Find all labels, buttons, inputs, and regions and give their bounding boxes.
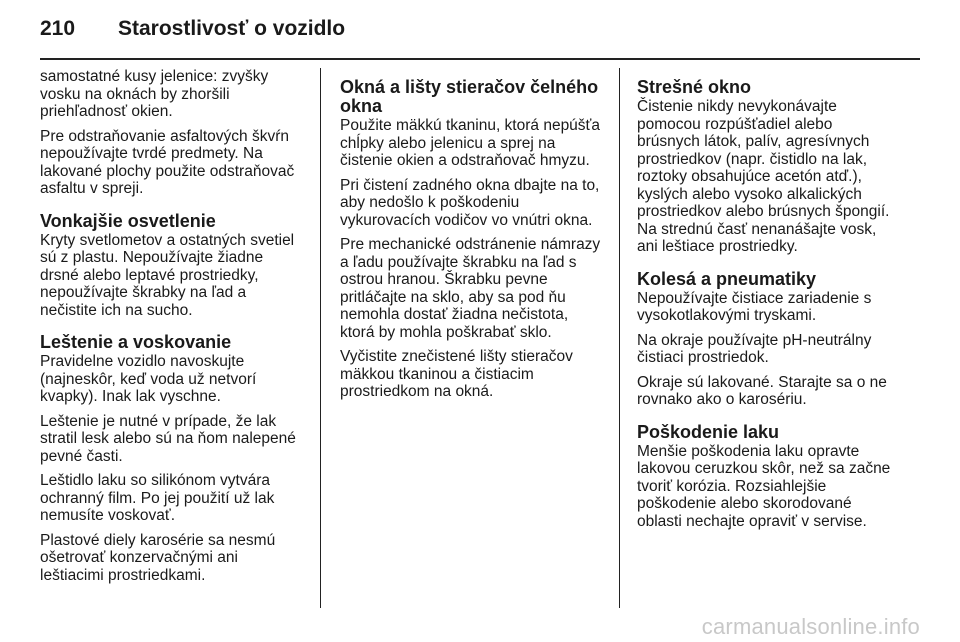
- paragraph: samostatné kusy jelenice: zvyšky vosku na oknách by zhoršili priehľadnosť okien.: [40, 68, 269, 120]
- paragraph: Vyčistite znečistené lišty stieračov mäkkou tkaninou a čistiacim prostriedkom na okná.: [340, 348, 573, 400]
- page-header: [40, 14, 900, 44]
- paragraph: Plastové diely karosérie sa nesmú ošetrovať konzervačnými ani leštiacimi prostriedkami.: [40, 531, 276, 584]
- column-right: [637, 68, 899, 537]
- paragraph: Pre odstraňovanie asfaltových škvŕn nepoužívajte tvrdé predmety. Na lakované plochy použite odstraňovač asfaltu v spreji.: [40, 127, 295, 197]
- section-heading-polishing: Leštenie a voskovanie: [40, 332, 232, 352]
- watermark: carmanualsonline.info: [701, 614, 920, 639]
- section-heading-windows: Okná a lišty stieračov čelného okna: [340, 77, 599, 116]
- column-left: [40, 68, 302, 591]
- paragraph: Nepoužívajte čistiace zariadenie s vysokotlakovými tryskami.: [637, 289, 872, 324]
- paragraph: Čistenie nikdy nevykonávajte pomocou rozpúšťadiel alebo brúsnych látok, palív, agresívnych prostriedkov (napr. čistidlo na lak, roztoky obsahujúce acetón atď.), kyslých alebo vysoko alkalických prostriedkov alebo brúsnych špongií. Na strednú časť nenanášajte vosk, ani leštiace prostriedky.: [637, 98, 890, 255]
- section-heading-sunroof: Strešné okno: [637, 77, 752, 97]
- paragraph: Leštenie je nutné v prípade, že lak stratil lesk alebo sú na ňom nalepené pevné časti.: [40, 412, 296, 465]
- paragraph: Kryty svetlometov a ostatných svetiel sú z plastu. Nepoužívajte žiadne drsné alebo leptavé prostriedky, nepoužívajte škrabky na ľad a nečistite ich na sucho.: [40, 231, 295, 319]
- paragraph: Okraje sú lakované. Starajte sa o ne rovnako ako o karosériu.: [637, 373, 887, 408]
- column-divider: [619, 68, 620, 608]
- paragraph: Pre mechanické odstránenie námrazy a ľadu používajte škrabku na ľad s ostrou hranou. Škrabku pevne pritláčajte na sklo, aby sa pod ňu nemohla dostať žiadna nečistota, ktorá by mohla poškrabať sklo.: [340, 236, 601, 341]
- paragraph: Na okraje používajte pH-neutrálny čistiaci prostriedok.: [637, 331, 872, 366]
- paragraph: Použite mäkkú tkaninu, ktorá nepúšťa chĺpky alebo jelenicu a sprej na čistenie okien a odstraňovač hmyzu.: [340, 117, 600, 169]
- paragraph: Leštidlo laku so silikónom vytvára ochranný film. Po jej použití už lak nemusíte voskovať.: [40, 472, 275, 524]
- section-heading-paint-damage: Poškodenie laku: [637, 421, 780, 442]
- section-heading-exterior-lights: Vonkajšie osvetlenie: [40, 210, 216, 231]
- chapter-title: Starostlivosť o vozidlo: [118, 17, 346, 40]
- page-number: 210: [40, 17, 76, 40]
- header-divider: [40, 58, 920, 60]
- section-heading-wheels: Kolesá a pneumatiky: [637, 268, 817, 289]
- paragraph: Pri čistení zadného okna dbajte na to, aby nedošlo k poškodeniu vykurovacích vodičov vo vnútri okna.: [340, 176, 600, 229]
- paragraph: Menšie poškodenia laku opravte lakovou ceruzkou skôr, než sa začne tvoriť korózia. Rozsiahlejšie poškodenie alebo skorodované oblasti nechajte opraviť v servise.: [637, 442, 891, 530]
- column-middle: [340, 68, 602, 408]
- column-divider: [320, 68, 321, 608]
- paragraph: Pravidelne vozidlo navoskujte (najneskôr, keď voda už netvorí kvapky). Inak lak vyschne.: [40, 353, 257, 405]
